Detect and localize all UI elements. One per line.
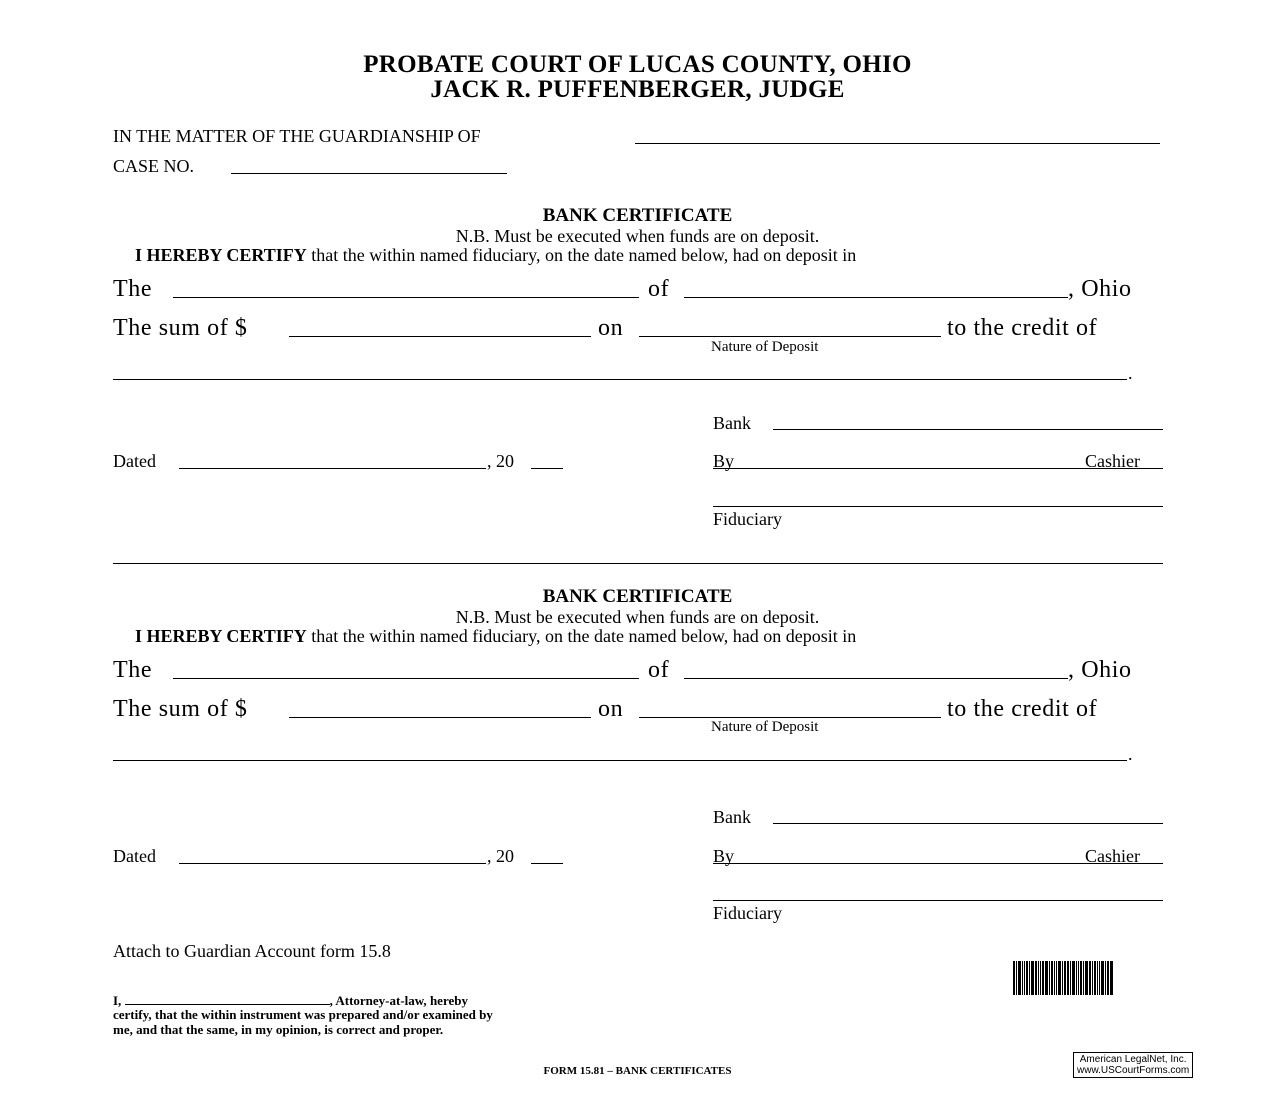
certificate-title: BANK CERTIFICATE <box>542 586 733 607</box>
nature-of-deposit-caption: Nature of Deposit <box>711 339 819 355</box>
fiduciary-signature-field[interactable] <box>713 900 1163 901</box>
credit-name-field[interactable] <box>113 760 1127 761</box>
of-label: of <box>648 276 670 302</box>
certify-rest: that the within named fiduciary, on the date named below, had on deposit in <box>311 626 857 646</box>
publisher-name: American LegalNet, Inc. <box>1079 1054 1187 1065</box>
sum-field[interactable] <box>289 717 591 718</box>
fiduciary-label: Fiduciary <box>713 903 782 923</box>
year-field[interactable] <box>531 468 563 469</box>
credit-label: to the credit of <box>947 315 1098 341</box>
period: . <box>1128 363 1133 383</box>
on-label: on <box>598 696 624 722</box>
the-label: The <box>113 276 153 302</box>
court-title: PROBATE COURT OF LUCAS COUNTY, OHIO <box>363 51 912 78</box>
nature-of-deposit-field[interactable] <box>639 717 941 718</box>
date-field[interactable] <box>179 863 486 864</box>
city-field[interactable] <box>684 678 1068 679</box>
credit-label: to the credit of <box>947 696 1098 722</box>
date-field[interactable] <box>179 468 486 469</box>
sum-label: The sum of $ <box>113 696 248 722</box>
credit-name-field[interactable] <box>113 379 1127 380</box>
bank-field[interactable] <box>773 823 1163 824</box>
bank-label: Bank <box>713 413 751 433</box>
section-divider <box>113 563 1163 564</box>
cashier-label: Cashier <box>1085 451 1140 471</box>
bank-name-field[interactable] <box>173 297 639 298</box>
form-label: FORM 15.81 – BANK CERTIFICATES <box>543 1065 732 1077</box>
ohio-label: , Ohio <box>1068 276 1132 302</box>
attorney-prefix: I, <box>113 993 122 1008</box>
bank-label: Bank <box>713 807 751 827</box>
certify-statement <box>135 246 856 264</box>
ohio-label: , Ohio <box>1068 657 1132 683</box>
judge-title: JACK R. PUFFENBERGER, JUDGE <box>430 76 845 103</box>
certificate-note: N.B. Must be executed when funds are on deposit. <box>455 226 820 246</box>
of-label: of <box>648 657 670 683</box>
guardianship-label: IN THE MATTER OF THE GUARDIANSHIP OF <box>113 126 481 146</box>
certificate-note: N.B. Must be executed when funds are on deposit. <box>455 607 820 627</box>
attorney-name-field[interactable] <box>125 1004 330 1005</box>
attach-note: Attach to Guardian Account form 15.8 <box>113 941 391 961</box>
attorney-certification <box>113 994 498 1037</box>
fiduciary-label: Fiduciary <box>713 509 782 529</box>
the-label: The <box>113 657 153 683</box>
dated-label: Dated <box>113 846 156 866</box>
certify-bold: I HEREBY CERTIFY <box>135 626 307 646</box>
cashier-label: Cashier <box>1085 846 1140 866</box>
bank-name-field[interactable] <box>173 678 639 679</box>
fiduciary-signature-field[interactable] <box>713 506 1163 507</box>
attorney-suffix: , Attorney-at-law, <box>329 993 427 1008</box>
guardianship-name-field[interactable] <box>635 143 1160 144</box>
dated-label: Dated <box>113 451 156 471</box>
case-number-label: CASE NO. <box>113 156 195 176</box>
barcode-icon <box>1013 961 1165 995</box>
year-field[interactable] <box>531 863 563 864</box>
attorney-text: hereby certify, that the within instrument was prepared and/or examined by me, and that the same, in my opinion, is correct and proper. <box>113 993 493 1037</box>
year-label: , 20 <box>487 451 514 471</box>
publisher-badge <box>1073 1052 1193 1078</box>
by-label: By <box>713 451 735 471</box>
sum-field[interactable] <box>289 336 591 337</box>
period: . <box>1128 744 1133 764</box>
on-label: on <box>598 315 624 341</box>
certify-bold: I HEREBY CERTIFY <box>135 245 307 265</box>
certify-rest: that the within named fiduciary, on the date named below, had on deposit in <box>311 245 857 265</box>
city-field[interactable] <box>684 297 1068 298</box>
by-label: By <box>713 846 735 866</box>
year-label: , 20 <box>487 846 514 866</box>
nature-of-deposit-field[interactable] <box>639 336 941 337</box>
bank-field[interactable] <box>773 429 1163 430</box>
nature-of-deposit-caption: Nature of Deposit <box>711 719 819 735</box>
certificate-title: BANK CERTIFICATE <box>542 205 733 226</box>
case-number-field[interactable] <box>231 173 507 174</box>
sum-label: The sum of $ <box>113 315 248 341</box>
certify-statement <box>135 627 856 645</box>
publisher-url: www.USCourtForms.com <box>1077 1065 1190 1076</box>
